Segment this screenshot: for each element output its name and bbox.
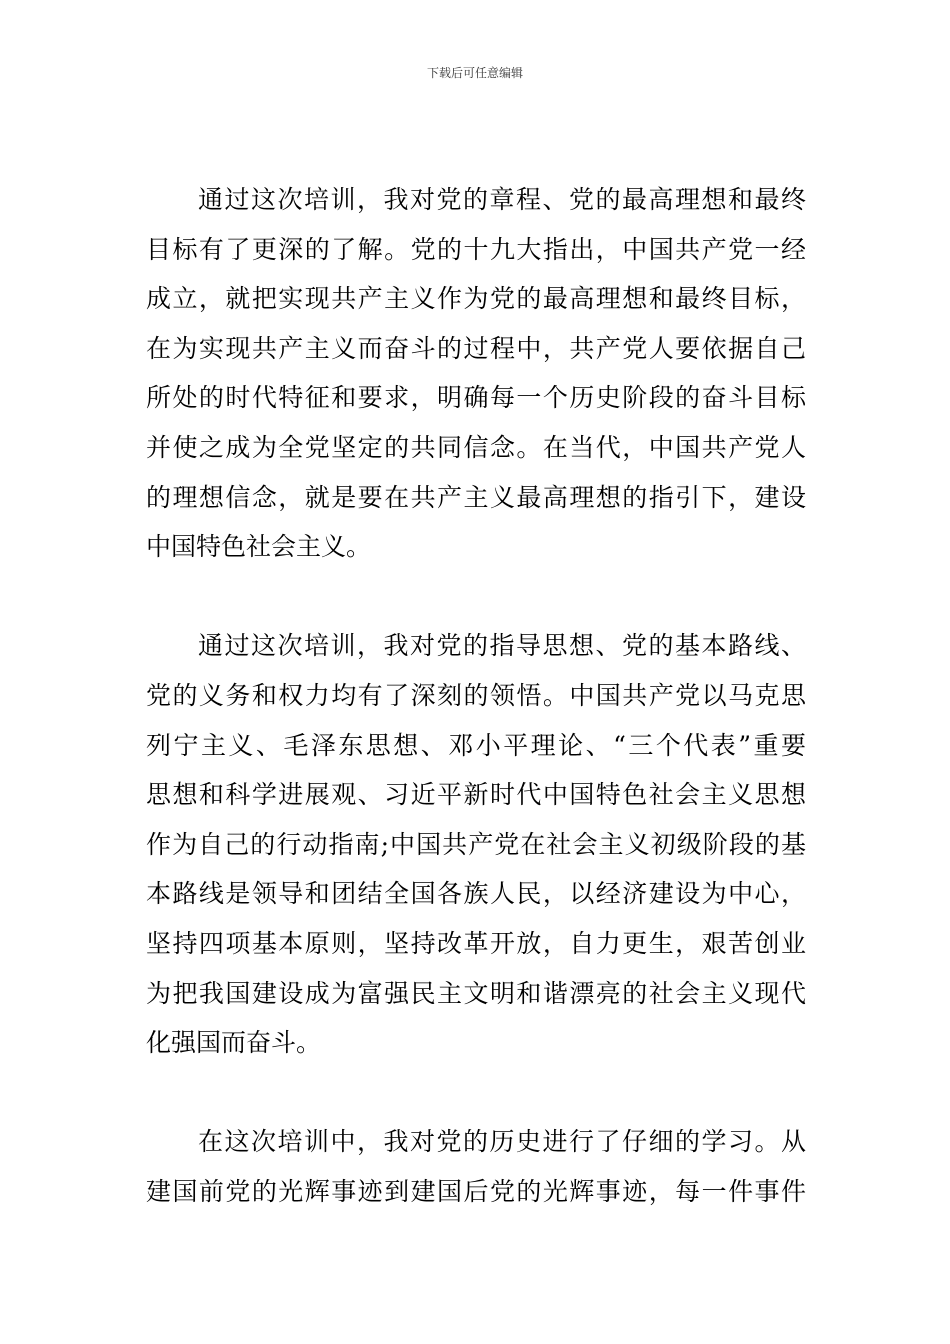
document-body <box>146 175 806 1216</box>
paragraph-line: 为把我国建设成为富强民主文明和谐漂亮的社会主义现代 <box>146 978 806 1008</box>
paragraph-1 <box>146 175 806 572</box>
paragraph-line: 思想和科学进展观、习近平新时代中国特色社会主义思想 <box>146 780 806 810</box>
paragraph-line: 在为实现共产主义而奋斗的过程中，共产党人要依据自己 <box>146 333 806 363</box>
page-header: 下载后可任意编辑 <box>426 66 523 80</box>
paragraph-3 <box>146 1117 806 1216</box>
paragraph-line: 作为自己的行动指南;中国共产党在社会主义初级阶段的基 <box>146 829 806 859</box>
paragraph-line: 化强国而奋斗。 <box>146 1028 322 1058</box>
paragraph-line: 的理想信念，就是要在共产主义最高理想的指引下，建设 <box>146 482 806 512</box>
paragraph-spacer <box>146 1068 806 1118</box>
paragraph-line: 建国前党的光辉事迹到建国后党的光辉事迹，每一件事件 <box>146 1176 806 1206</box>
paragraph-line: 成立，就把实现共产主义作为党的最高理想和最终目标， <box>146 284 806 314</box>
paragraph-line: 所处的时代特征和要求，明确每一个历史阶段的奋斗目标 <box>146 383 806 413</box>
paragraph-line: 并使之成为全党坚定的共同信念。在当代，中国共产党人 <box>146 432 806 462</box>
paragraph-line: 通过这次培训，我对党的指导思想、党的基本路线、 <box>198 631 806 661</box>
paragraph-2 <box>146 621 806 1067</box>
paragraph-line: 在这次培训中，我对党的历史进行了仔细的学习。从 <box>198 1127 806 1157</box>
paragraph-line: 本路线是领导和团结全国各族人民，以经济建设为中心， <box>146 879 806 909</box>
paragraph-spacer <box>146 572 806 622</box>
paragraph-line: 通过这次培训，我对党的章程、党的最高理想和最终 <box>198 185 806 214</box>
paragraph-line: 中国特色社会主义。 <box>146 532 372 562</box>
paragraph-line: 列宁主义、毛泽东思想、邓小平理论、“三个代表”重要 <box>146 730 806 760</box>
paragraph-line: 党的义务和权力均有了深刻的领悟。中国共产党以马克思 <box>146 680 806 710</box>
paragraph-line: 目标有了更深的了解。党的十九大指出，中国共产党一经 <box>146 234 806 264</box>
paragraph-line: 坚持四项基本原则，坚持改革开放，自力更生，艰苦创业 <box>146 928 806 958</box>
